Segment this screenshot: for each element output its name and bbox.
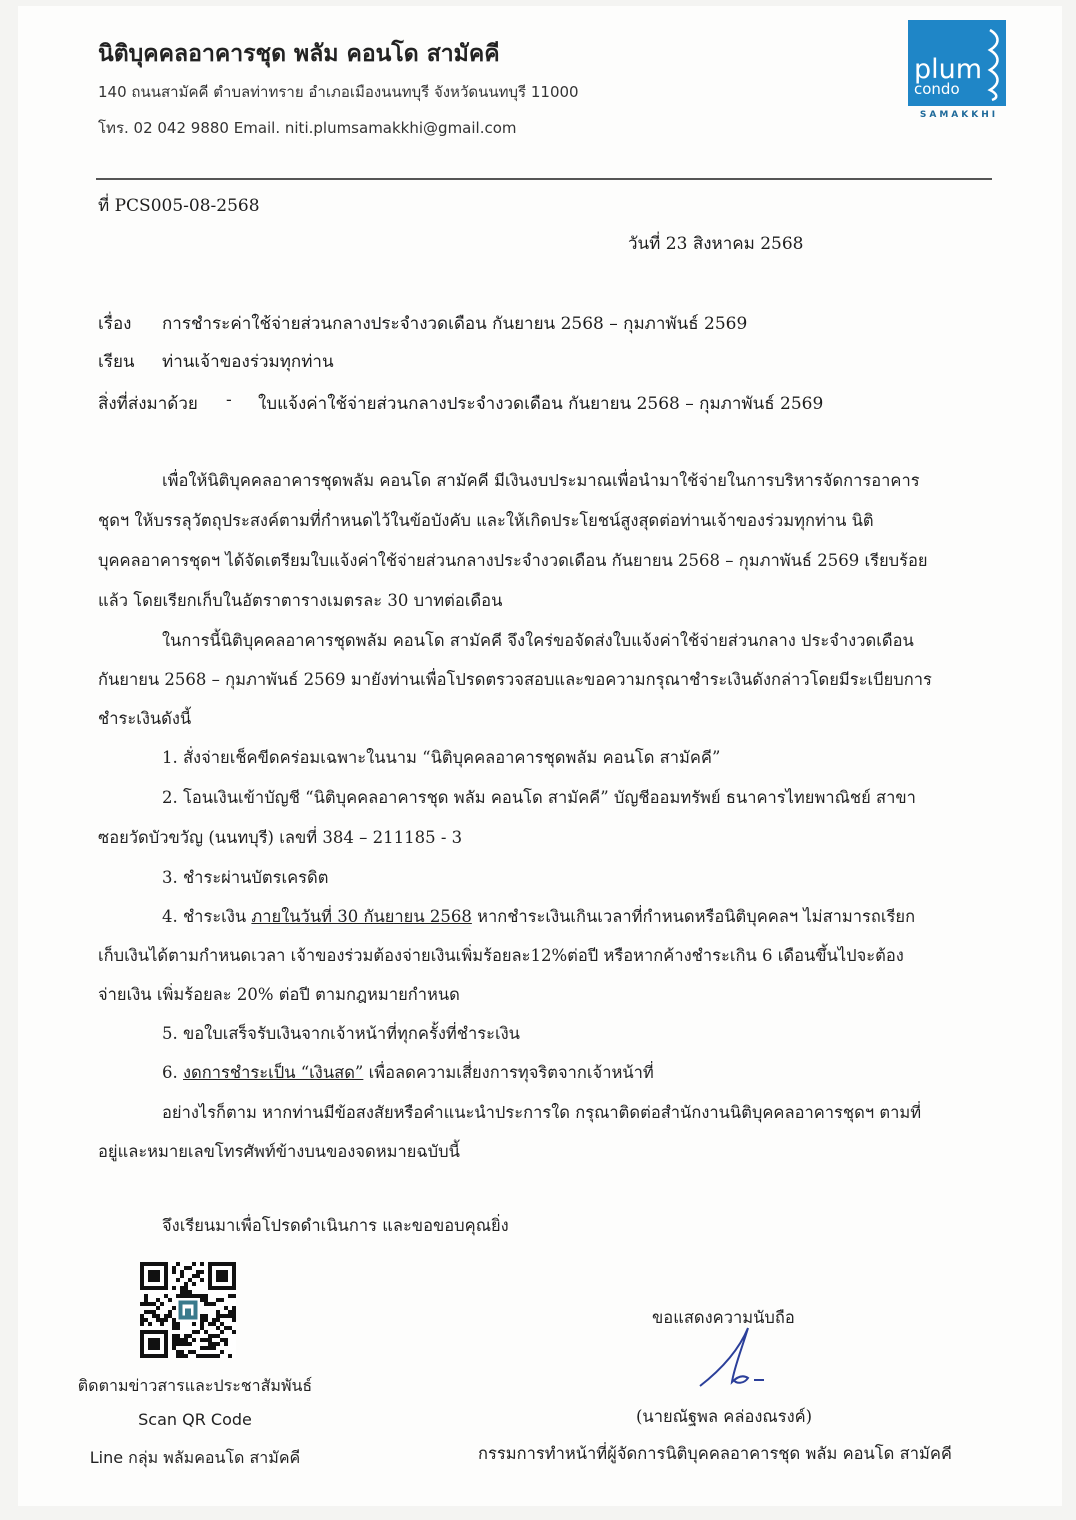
qr-caption-1: ติดตามข่าวสารและประชาสัมพันธ์ (77, 1376, 313, 1395)
handwritten-signature (690, 1322, 790, 1394)
body-paragraph-line: ชำระเงินดังนี้ (98, 709, 192, 728)
body-paragraph-line: ชุดฯ ให้บรรลุวัตถุประสงค์ตามที่กำหนดไว้ในข้อบังคับ และให้เกิดประโยชน์สูงสุดต่อท่านเจ้าของร่วมทุกท่าน นิติ (98, 511, 874, 530)
org-name: นิติบุคคลอาคารชุด พลัม คอนโด สามัคคี (98, 41, 500, 67)
logo-wave-icon (986, 26, 1004, 102)
plum-condo-logo (908, 20, 1006, 106)
letter-date: วันที่ 23 สิงหาคม 2568 (628, 234, 804, 254)
logo-subtitle: SAMAKKHI (919, 110, 999, 120)
body-paragraph-line: กันยายน 2568 – กุมภาพันธ์ 2569 มายังท่านเพื่อโปรดตรวจสอบและขอความกรุณาชำระเงินดังกล่าวโดยมีระเบียบการ (98, 670, 932, 689)
org-contact: โทร. 02 042 9880 Email. niti.plumsamakkhi@gmail.com (98, 119, 517, 137)
header-divider (96, 178, 992, 180)
payment-item-1: 1. สั่งจ่ายเช็คขีดคร่อมเฉพาะในนาม “นิติบุคคลอาคารชุดพลัม คอนโด สามัคคี” (162, 748, 721, 767)
body-paragraph-line: บุคคลอาคารชุดฯ ได้จัดเตรียมใบแจ้งค่าใช้จ่ายส่วนกลางประจำงวดเดือน กันยายน 2568 – กุมภาพันธ์ 2569 เรียบร้อย (98, 551, 928, 570)
payment-item-2: 2. โอนเงินเข้าบัญชี “นิติบุคคลอาคารชุด พลัม คอนโด สามัคคี” บัญชีออมทรัพย์ ธนาคารไทยพาณิชย์ สาขา (162, 788, 916, 807)
enclosure-dash: - (226, 390, 232, 410)
body-paragraph-line: อย่างไรก็ตาม หากท่านมีข้อสงสัยหรือคำแนะนำประการใด กรุณาติดต่อสำนักงานนิติบุคคลอาคารชุดฯ ตามที่ (162, 1103, 922, 1122)
item4-prefix: 4. ชำระเงิน (162, 907, 252, 926)
item6-suffix: เพื่อลดความเสี่ยงการทุจริตจากเจ้าหน้าที่ (363, 1063, 654, 1082)
enclosure-label: สิ่งที่ส่งมาด้วย (98, 394, 198, 414)
logo-line2: condo (914, 80, 960, 98)
org-address: 140 ถนนสามัคคี ตำบลท่าทราย อำเภอเมืองนนทบุรี จังหวัดนนทบุรี 11000 (98, 83, 579, 101)
body-paragraph-line: เพื่อให้นิติบุคคลอาคารชุดพลัม คอนโด สามัคคี มีเงินงบประมาณเพื่อนำมาใช้จ่ายในการบริหารจัดการอาคาร (162, 471, 920, 490)
signatory-name: (นายณัฐพล คล่องณรงค์) (636, 1407, 813, 1426)
document-number: ที่ PCS005-08-2568 (98, 196, 260, 216)
line-qr-code-icon[interactable] (140, 1262, 236, 1358)
payment-item-5: 5. ขอใบเสร็จรับเงินจากเจ้าหน้าที่ทุกครั้งที่ชำระเงิน (162, 1024, 520, 1043)
item4-suffix: หากชำระเงินเกินเวลาที่กำหนดหรือนิติบุคคลฯ ไม่สามารถเรียก (471, 907, 916, 926)
item4-deadline: ภายในวันที่ 30 กันยายน 2568 (251, 907, 472, 926)
subject-label: เรื่อง (98, 314, 132, 334)
payment-item-4-line3: จ่ายเงิน เพิ่มร้อยละ 20% ต่อปี ตามกฎหมายกำหนด (98, 985, 460, 1004)
payment-item-4 (162, 904, 915, 930)
payment-item-3: 3. ชำระผ่านบัตรเครดิต (162, 868, 329, 887)
regards-text: ขอแสดงความนับถือ (652, 1308, 795, 1327)
logo-line1: plum (914, 54, 983, 85)
body-paragraph-line: แล้ว โดยเรียกเก็บในอัตราตารางเมตรละ 30 บาทต่อเดือน (98, 591, 503, 610)
payment-item-2-account: ซอยวัดบัวขวัญ (นนทบุรี) เลขที่ 384 – 211185 - 3 (98, 828, 463, 847)
enclosure-text: ใบแจ้งค่าใช้จ่ายส่วนกลางประจำงวดเดือน กันยายน 2568 – กุมภาพันธ์ 2569 (258, 394, 824, 414)
subject-text: การชำระค่าใช้จ่ายส่วนกลางประจำงวดเดือน กันยายน 2568 – กุมภาพันธ์ 2569 (162, 314, 748, 334)
payment-item-4-line2: เก็บเงินได้ตามกำหนดเวลา เจ้าของร่วมต้องจ่ายเงินเพิ่มร้อยละ12%ต่อปี หรือหากค้างชำระเกิน 6 เดือนขึ้นไปจะต้อง (98, 946, 904, 965)
payment-item-6 (162, 1060, 654, 1086)
signatory-title: กรรมการทำหน้าที่ผู้จัดการนิติบุคคลอาคารชุด พลัม คอนโด สามัคคี (478, 1444, 952, 1463)
recipient-label: เรียน (98, 352, 135, 372)
body-paragraph-line: อยู่และหมายเลขโทรศัพท์ข้างบนของจดหมายฉบับนี้ (98, 1142, 460, 1161)
qr-caption-3: Line กลุ่ม พลัมคอนโด สามัคคี (89, 1448, 301, 1467)
recipient-text: ท่านเจ้าของร่วมทุกท่าน (162, 352, 334, 372)
body-paragraph-line: ในการนี้นิติบุคคลอาคารชุดพลัม คอนโด สามัคคี จึงใคร่ขอจัดส่งใบแจ้งค่าใช้จ่ายส่วนกลาง ประจำงวดเดือน (162, 631, 914, 650)
closing-line: จึงเรียนมาเพื่อโปรดดำเนินการ และขอขอบคุณยิ่ง (162, 1216, 509, 1235)
item6-no-cash: งดการชำระเป็น “เงินสด” (183, 1063, 364, 1082)
qr-caption-2: Scan QR Code (138, 1410, 252, 1429)
item6-prefix: 6. (162, 1063, 183, 1082)
